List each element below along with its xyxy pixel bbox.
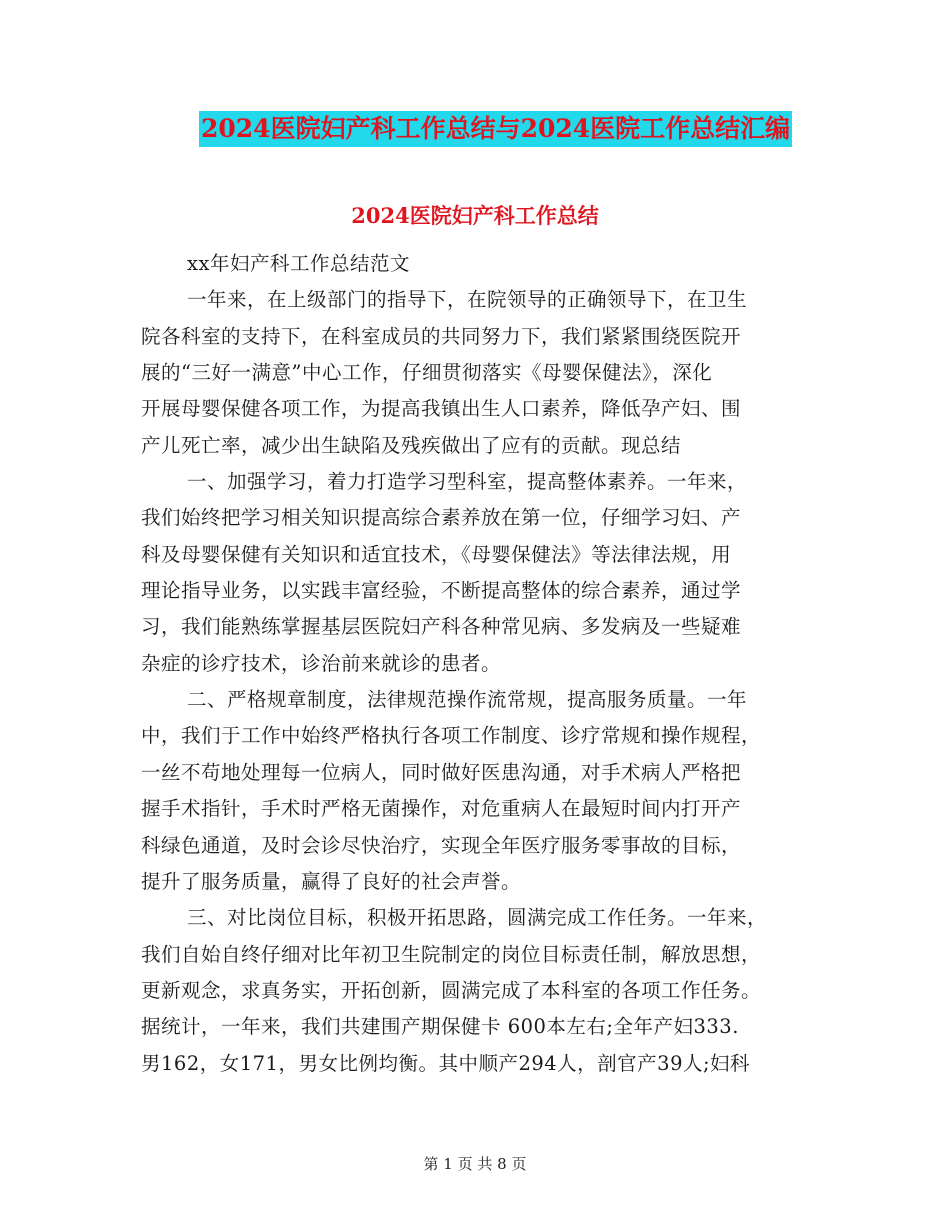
paragraph-line: 产儿死亡率，减少出生缺陷及残疾做出了应有的贡献。现总结: [141, 433, 682, 457]
paragraph-line: 我们始终把学习相关知识提高综合素养放在第一位，仔细学习妇、产: [141, 506, 742, 530]
paragraph-line: 三、对比岗位目标，积极开拓思路，圆满完成工作任务。一年来，: [187, 906, 768, 930]
paragraph-line: 中，我们于工作中始终严格执行各项工作制度、诊疗常规和操作规程，: [141, 724, 762, 748]
paragraph-line: 握手术指针，手术时严格无菌操作，对危重病人在最短时间内打开产: [141, 797, 742, 821]
paragraph-line: 杂症的诊疗技术，诊治前来就诊的患者。: [141, 651, 502, 675]
paragraph-line: 展的“三好一满意”中心工作，仔细贯彻落实《母婴保健法》，深化: [141, 361, 713, 385]
paragraph-line: 我们自始自终仔细对比年初卫生院制定的岗位目标责任制，解放思想，: [141, 942, 762, 966]
paragraph-line: 开展母婴保健各项工作，为提高我镇出生人口素养，降低孕产妇、围: [141, 397, 742, 421]
paragraph-line: 科绿色通道，及时会诊尽快治疗，实现全年医疗服务零事故的目标，: [141, 833, 742, 857]
paragraph-line: 院各科室的支持下，在科室成员的共同努力下，我们紧紧围绕医院开: [141, 324, 742, 348]
body-text: [141, 246, 811, 1082]
paragraph-line: 更新观念，求真务实，开拓创新，圆满完成了本科室的各项工作任务。: [141, 978, 762, 1002]
paragraph-line: 提升了服务质量，赢得了良好的社会声誉。: [141, 869, 522, 893]
paragraph-line: 男162，女171，男女比例均衡。其中顺产294人，剖官产39人;妇科: [141, 1051, 751, 1075]
page-number-footer: 第 1 页 共 8 页: [423, 1155, 527, 1173]
paragraph-line: 一、加强学习，着力打造学习型科室，提高整体素养。一年来，: [187, 470, 748, 494]
paragraph-line: 据统计，一年来，我们共建围产期保健卡 600本左右;全年产妇333.: [141, 1015, 739, 1039]
main-title: 2024医院妇产科工作总结与2024医院工作总结汇编: [199, 111, 792, 147]
paragraph-line: 一丝不苟地处理每一位病人，同时做好医患沟通，对手术病人严格把: [141, 760, 742, 784]
paragraph-line: 一年来，在上级部门的指导下，在院领导的正确领导下，在卫生: [187, 288, 748, 312]
paragraph-line: 习，我们能熟练掌握基层医院妇产科各种常见病、多发病及一些疑难: [141, 615, 742, 639]
paragraph-line: xx年妇产科工作总结范文: [187, 252, 410, 275]
section-title: 2024医院妇产科工作总结: [351, 203, 599, 228]
paragraph-line: 理论指导业务，以实践丰富经验，不断提高整体的综合素养，通过学: [141, 579, 742, 603]
paragraph-line: 二、严格规章制度，法律规范操作流常规，提高服务质量。一年: [187, 688, 748, 712]
paragraph-line: 科及母婴保健有关知识和适宜技术，《母婴保健法》等法律法规，用: [141, 542, 732, 566]
